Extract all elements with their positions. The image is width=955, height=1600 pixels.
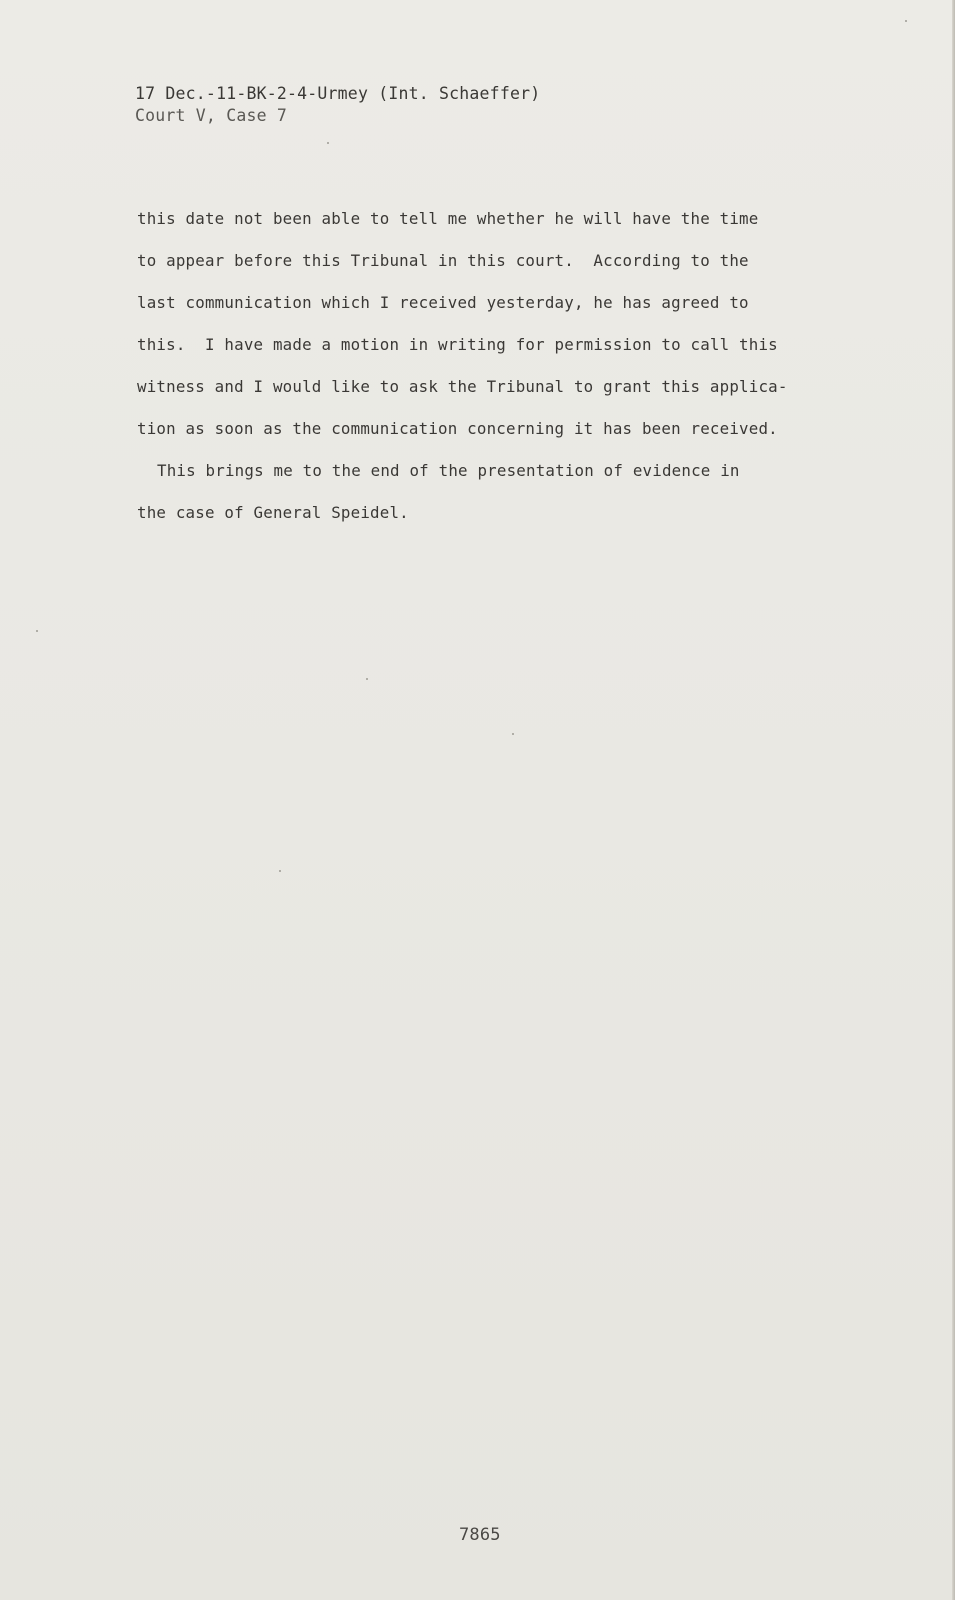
body-text-line: this date not been able to tell me whether he will have the time [137,209,759,228]
paper-speck [279,870,281,872]
page-number: 7865 [459,1525,501,1545]
paper-speck [36,630,38,632]
paper-speck [327,142,329,144]
body-text-line: to appear before this Tribunal in this court. According to the [137,251,749,270]
body-text-line: tion as soon as the communication concerning it has been received. [137,419,778,438]
paper-speck [366,678,368,680]
paper-speck [512,733,514,735]
paper-speck [905,20,907,22]
body-text-line: witness and I would like to ask the Tribunal to grant this applica- [137,377,788,396]
body-text-line: last communication which I received yesterday, he has agreed to [137,293,749,312]
body-text-line: this. I have made a motion in writing for permission to call this [137,335,778,354]
header-reference-line: 17 Dec.-11-BK-2-4-Urmey (Int. Schaeffer) [135,84,541,103]
body-text-line: This brings me to the end of the presentation of evidence in [157,461,740,480]
header-court-case-line: Court V, Case 7 [135,106,288,125]
body-text-line: the case of General Speidel. [137,503,409,522]
